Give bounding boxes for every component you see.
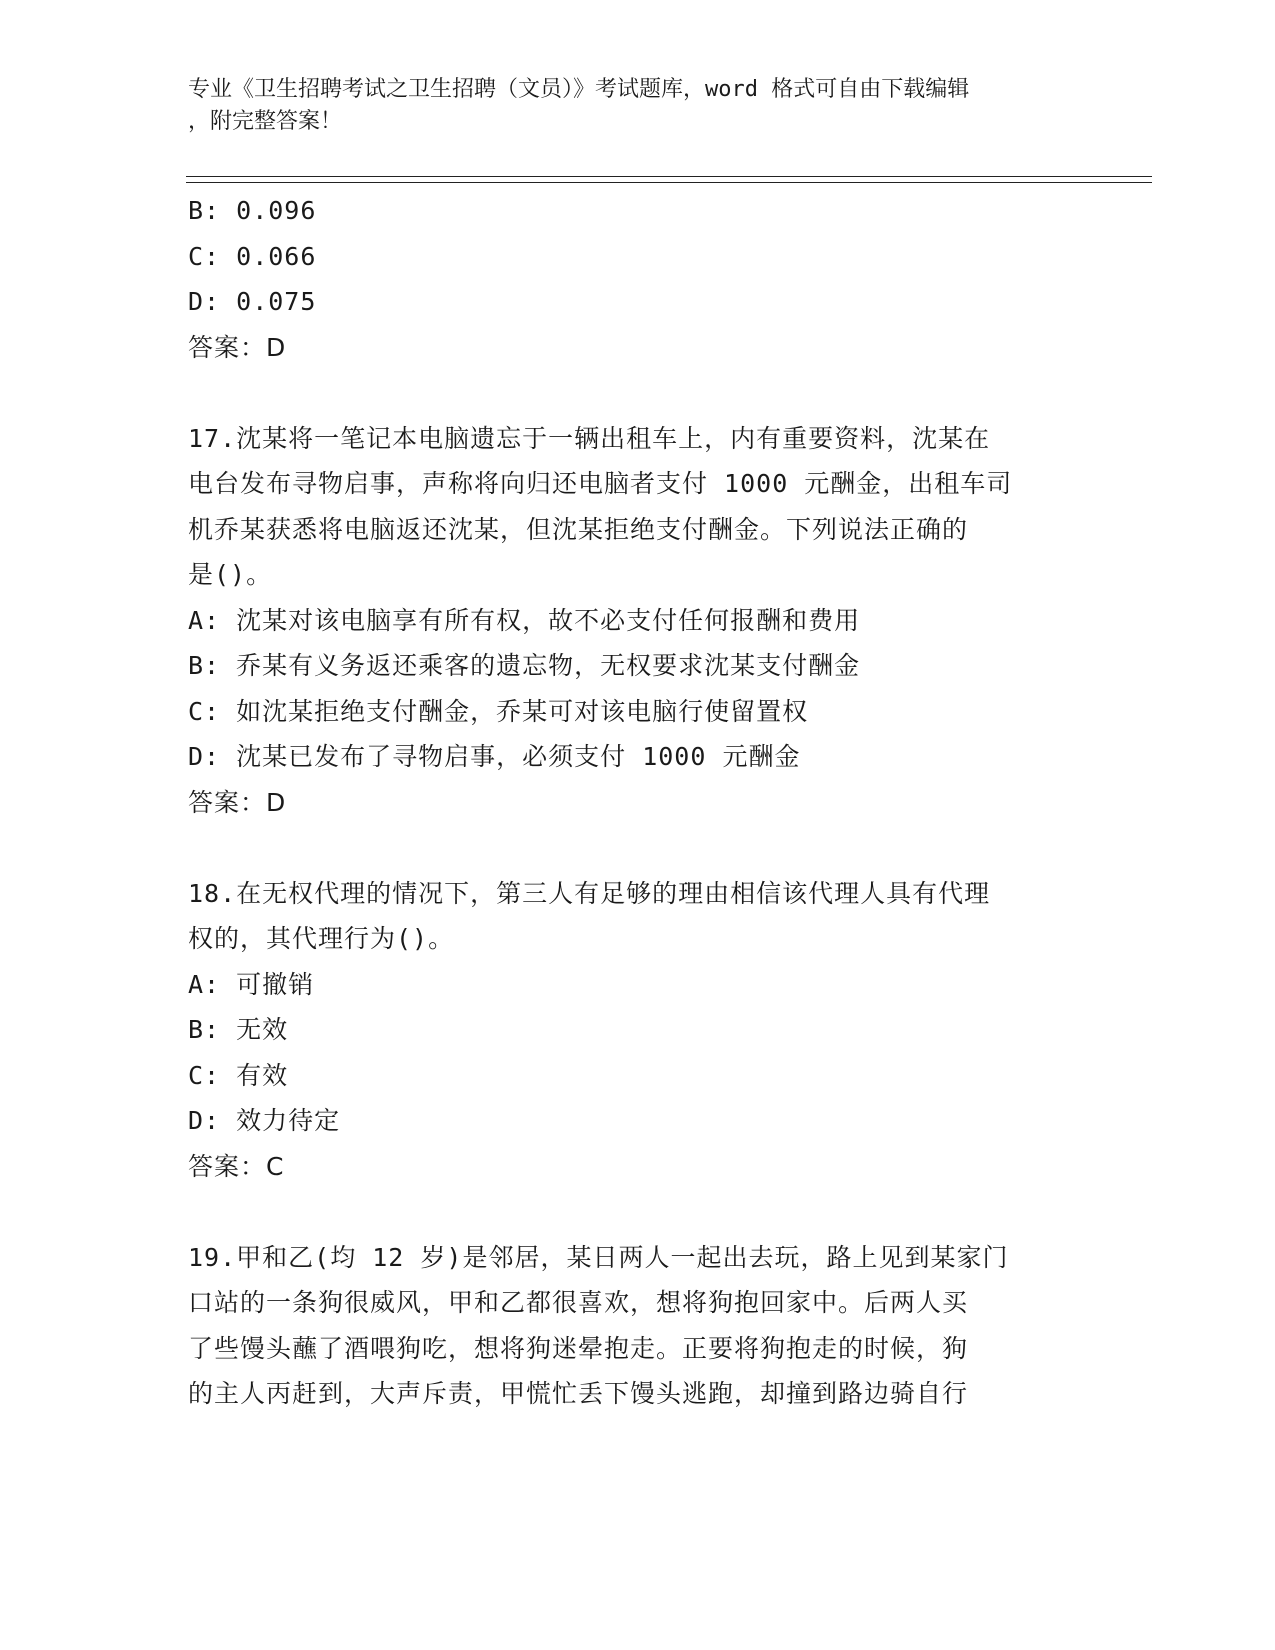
option-d: D: 沈某已发布了寻物启事，必须支付 1000 元酬金 xyxy=(188,742,801,771)
question-text-line: 18.在无权代理的情况下，第三人有足够的理由相信该代理人具有代理 xyxy=(188,878,991,908)
question-text-line: 机乔某获悉将电脑返还沈某，但沈某拒绝支付酬金。下列说法正确的 xyxy=(188,514,969,544)
question-16-tail xyxy=(188,188,1088,370)
question-text-line: 了些馒头蘸了酒喂狗吃，想将狗迷晕抱走。正要将狗抱走的时候，狗 xyxy=(188,1333,969,1363)
option-d: D: 效力待定 xyxy=(188,1106,341,1135)
question-18 xyxy=(188,871,1088,1190)
option-b: B: 0.096 xyxy=(188,196,317,225)
question-19 xyxy=(188,1235,1088,1417)
option-b: B: 乔某有义务返还乘客的遗忘物，无权要求沈某支付酬金 xyxy=(188,651,861,680)
spacer xyxy=(188,825,1088,871)
option-c: C: 0.066 xyxy=(188,241,317,271)
option-c: C: 有效 xyxy=(188,1060,289,1090)
answer-line: 答案：D xyxy=(188,787,287,817)
answer-line: 答案：D xyxy=(188,332,287,362)
option-a: A: 沈某对该电脑享有所有权，故不必支付任何报酬和费用 xyxy=(188,605,861,635)
question-text-line: 的主人丙赶到，大声斥责，甲慌忙丢下馒头逃跑，却撞到路边骑自行 xyxy=(188,1379,969,1408)
question-content xyxy=(188,188,1088,1417)
spacer xyxy=(188,370,1088,416)
spacer xyxy=(188,1189,1088,1235)
question-text-line: 电台发布寻物启事，声称将向归还电脑者支付 1000 元酬金，出租车司 xyxy=(188,469,1013,498)
question-text-line: 口站的一条狗很威风，甲和乙都很喜欢，想将狗抱回家中。后两人买 xyxy=(188,1288,969,1317)
question-text-line: 权的，其代理行为()。 xyxy=(188,924,455,953)
question-text-line: 17.沈某将一笔记本电脑遗忘于一辆出租车上，内有重要资料，沈某在 xyxy=(188,423,991,453)
option-c: C: 如沈某拒绝支付酬金，乔某可对该电脑行使留置权 xyxy=(188,696,809,726)
question-17 xyxy=(188,416,1088,826)
option-a: A: 可撤销 xyxy=(188,969,315,999)
option-b: B: 无效 xyxy=(188,1015,289,1044)
page-header: 专业《卫生招聘考试之卫生招聘（文员）》考试题库，word 格式可自由下载编辑 ，附完整答案！ xyxy=(188,77,970,134)
option-d: D: 0.075 xyxy=(188,287,317,316)
question-text-line: 19.甲和乙(均 12 岁)是邻居，某日两人一起出去玩，路上见到某家门 xyxy=(188,1242,1009,1272)
question-text-line: 是()。 xyxy=(188,560,273,589)
answer-line: 答案：C xyxy=(188,1151,285,1181)
header-divider xyxy=(186,176,1152,183)
